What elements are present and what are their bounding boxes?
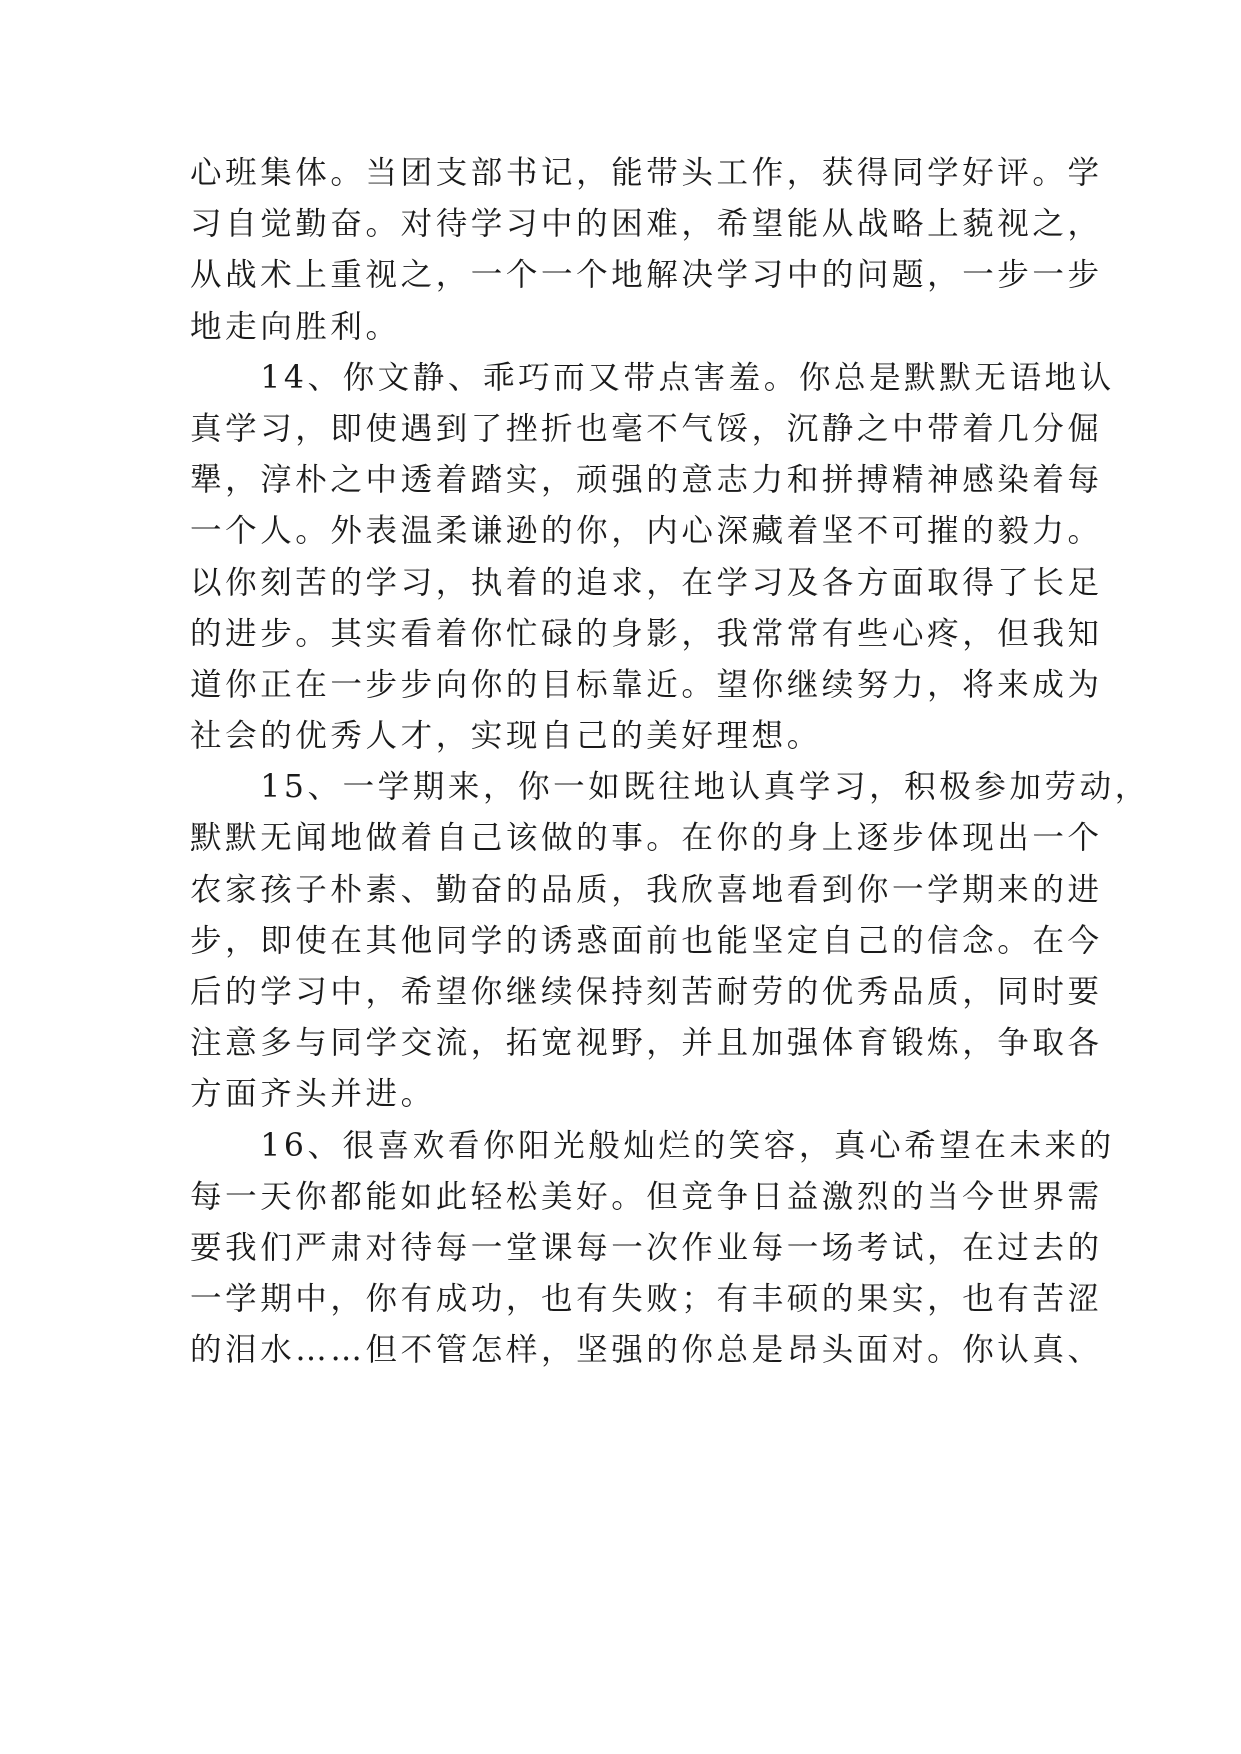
text-line: 农家孩子朴素、勤奋的品质，我欣喜地看到你一学期来的进 xyxy=(190,871,1103,908)
text-line: 习自觉勤奋。对待学习中的困难，希望能从战略上藐视之， xyxy=(190,206,1103,243)
text-line: 社会的优秀人才，实现自己的美好理想。 xyxy=(190,718,822,755)
text-line: 注意多与同学交流，拓宽视野，并且加强体育锻炼，争取各 xyxy=(190,1025,1103,1062)
text-line: 每一天你都能如此轻松美好。但竞争日益激烈的当今世界需 xyxy=(190,1178,1103,1215)
text-line: 步，即使在其他同学的诱惑面前也能坚定自己的信念。在今 xyxy=(190,922,1103,959)
text-line: 犟，淳朴之中透着踏实，顽强的意志力和拼搏精神感染着每 xyxy=(190,462,1103,499)
document-body-text xyxy=(190,148,1150,1377)
text-line: 以你刻苦的学习，执着的追求，在学习及各方面取得了长足 xyxy=(190,564,1103,601)
text-line: 15、一学期来，你一如既往地认真学习，积极参加劳动， xyxy=(190,769,1150,806)
text-line: 心班集体。当团支部书记，能带头工作，获得同学好评。学 xyxy=(190,155,1103,191)
text-line: 真学习，即使遇到了挫折也毫不气馁，沉静之中带着几分倔 xyxy=(190,410,1103,447)
text-line: 一学期中，你有成功，也有失败；有丰硕的果实，也有苦涩 xyxy=(190,1281,1103,1318)
text-line: 16、很喜欢看你阳光般灿烂的笑容，真心希望在未来的 xyxy=(190,1127,1115,1164)
text-line: 的进步。其实看着你忙碌的身影，我常常有些心疼，但我知 xyxy=(190,615,1103,652)
text-line: 地走向胜利。 xyxy=(190,308,401,345)
text-line: 默默无闻地做着自己该做的事。在你的身上逐步体现出一个 xyxy=(190,820,1103,857)
text-line: 的泪水……但不管怎样，坚强的你总是昂头面对。你认真、 xyxy=(190,1332,1103,1369)
text-line: 一个人。外表温柔谦逊的你，内心深藏着坚不可摧的毅力。 xyxy=(190,513,1103,550)
text-line: 后的学习中，希望你继续保持刻苦耐劳的优秀品质，同时要 xyxy=(190,974,1103,1010)
text-line: 从战术上重视之，一个一个地解决学习中的问题，一步一步 xyxy=(190,257,1103,294)
text-line: 方面齐头并进。 xyxy=(190,1076,436,1113)
text-line: 要我们严肃对待每一堂课每一次作业每一场考试，在过去的 xyxy=(190,1229,1103,1266)
text-line: 14、你文静、乖巧而又带点害羞。你总是默默无语地认 xyxy=(190,359,1115,396)
text-line: 道你正在一步步向你的目标靠近。望你继续努力，将来成为 xyxy=(190,666,1103,703)
